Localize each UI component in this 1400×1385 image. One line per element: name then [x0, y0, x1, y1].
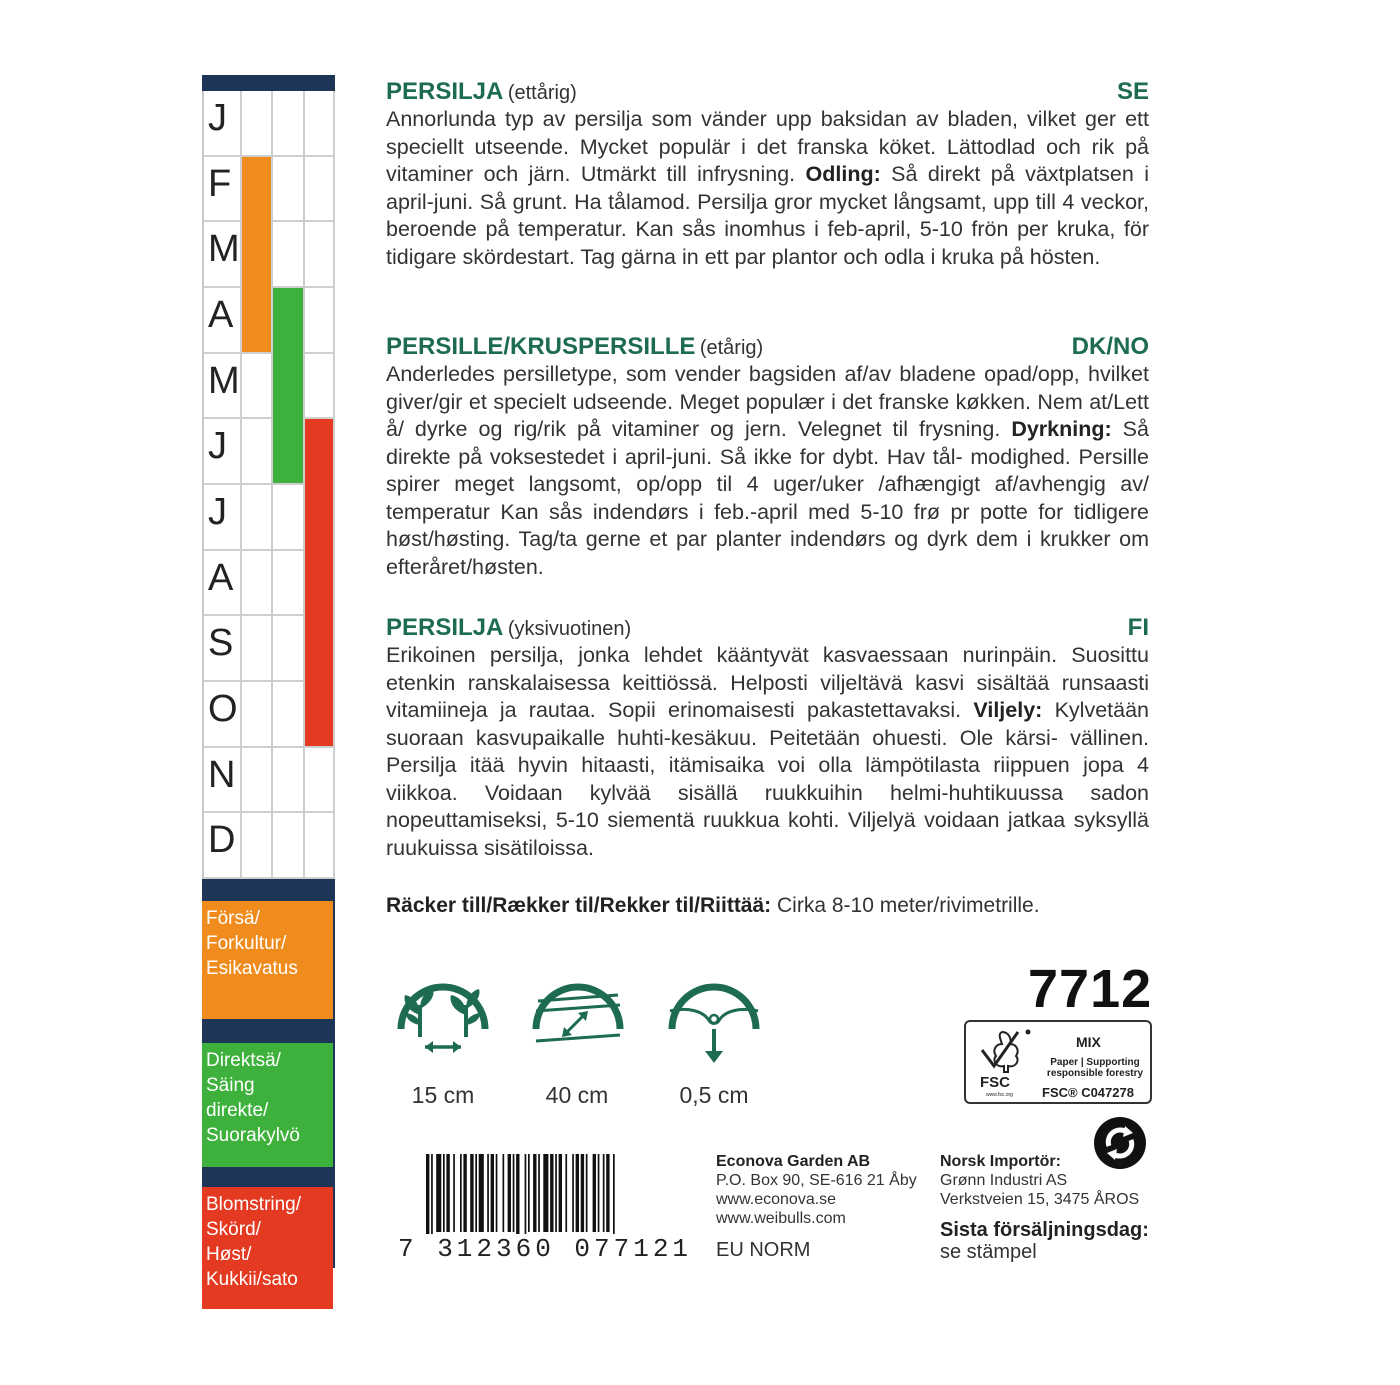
section-header: [386, 78, 1149, 106]
sales-deadline: [940, 1219, 1149, 1263]
calendar-top-bar: [202, 75, 335, 91]
fsc-line: Paper | Supporting: [1050, 1057, 1140, 1068]
barcode-bar: [538, 1154, 540, 1232]
section-header: [386, 333, 1149, 361]
fsc-word: FSC: [980, 1074, 1010, 1091]
section-subtitle: (etårig): [699, 337, 764, 359]
calendar-month-label: S: [208, 622, 234, 665]
sow-direct-bar: [273, 288, 303, 483]
barcode-bar: [613, 1154, 615, 1244]
plant-spacing-label: 15 cm: [411, 1082, 475, 1108]
importer-address: [940, 1152, 1139, 1209]
barcode-bar: [491, 1154, 494, 1232]
body-text: Kylvetään suoraan kasvupaikalle huhti-kesäkuu. Peitetään ohuesti. Ole kärsi- vällinen. Persilja itää hyvin hitaasti, itämisaika voi olla lämpötilasta riippuen jopa 4 viikkoa. Voidaan kylvää sisällä ruukkuihin helmi-huhtikuussa sadon nopeuttamiseksi, 5-10 siementä ruukkua kohti. Viljelyä voidaan jatkaa syksyllä ruukuissa sisätiloissa.: [386, 698, 1149, 860]
section-title: PERSILJA: [386, 614, 504, 641]
calendar-month-row: [204, 354, 335, 420]
sowing-calendar: [202, 75, 335, 1290]
calendar-month-label: O: [208, 688, 238, 730]
legend-text: Försä/: [206, 908, 260, 929]
section-title: PERSILLE/KRUSPERSILLE: [386, 333, 696, 360]
company-street: P.O. Box 90, SE-616 21 Åby: [716, 1172, 917, 1189]
section-subtitle: (yksivuotinen): [507, 618, 632, 640]
section-header: [386, 614, 1149, 642]
calendar-month-row: [204, 748, 335, 814]
barcode-bar: [431, 1154, 433, 1244]
barcode-bar: [426, 1154, 429, 1244]
legend-text: direkte/: [206, 1100, 269, 1121]
importer-name: Grønn Industri AS: [940, 1172, 1068, 1189]
legend-text: Høst/: [206, 1244, 252, 1265]
barcode-bar: [572, 1154, 574, 1232]
barcode-bar: [460, 1154, 462, 1232]
section-text: [386, 361, 1149, 581]
fsc-mix: MIX: [1076, 1034, 1101, 1050]
barcode-bar: [487, 1154, 489, 1232]
body-text: Anderledes persilletype, som vender bagsiden af/av bladene opad/opp, hvilket giver/gir et specielt udseende. Meget populær i det franske køkken. Nem at/Lett å/ dyrke og rig/rik på vitaminer og jern. Velegnet til frysning.: [386, 362, 1149, 441]
barcode-bar: [593, 1154, 596, 1232]
barcode: [424, 1154, 676, 1244]
calendar-month-label: J: [208, 97, 227, 139]
bold-label: Dyrkning:: [1011, 417, 1112, 441]
sales-deadline-label: Sista försäljningsdag:: [940, 1219, 1149, 1241]
legend-text: Direktsä/: [206, 1050, 281, 1071]
barcode-bar: [503, 1154, 505, 1232]
legend-text: Blomstring/: [206, 1194, 302, 1215]
fsc-code: FSC® C047278: [1042, 1085, 1134, 1100]
section-fi: [386, 614, 1149, 862]
company-web: www.weibulls.com: [716, 1210, 846, 1227]
calendar-month-label: D: [208, 819, 236, 862]
calendar-month-row: [204, 813, 335, 879]
plant-spacing-icon: [387, 963, 499, 1075]
barcode-bar: [586, 1154, 588, 1232]
barcode-bar: [446, 1154, 449, 1232]
calendar-legend: [202, 879, 335, 1290]
barcode-bar: [479, 1154, 484, 1232]
barcode-bar: [598, 1154, 600, 1232]
fsc-site: www.fsc.org: [986, 1092, 1013, 1098]
barcode-bar: [513, 1154, 515, 1232]
legend-text: Suorakylvö: [206, 1125, 300, 1146]
section-subtitle: (ettårig): [507, 82, 577, 104]
legend-text: Esikavatus: [206, 958, 298, 979]
calendar-month-label: J: [208, 491, 227, 533]
legend-text: Forkultur/: [206, 933, 287, 954]
barcode-bar: [496, 1154, 498, 1232]
importer-label: Norsk Importör:: [940, 1153, 1061, 1170]
language-code: DK/NO: [1071, 333, 1149, 360]
company-web: www.econova.se: [716, 1191, 837, 1208]
calendar-month-row: [204, 91, 335, 157]
sowing-depth-label: 0,5 cm: [679, 1082, 749, 1108]
barcode-bar: [559, 1154, 562, 1232]
barcode-bar: [436, 1154, 441, 1232]
fsc-line: responsible forestry: [1046, 1068, 1144, 1079]
barcode-bar: [543, 1154, 548, 1232]
row-spacing-icon: [522, 963, 634, 1075]
section-se: [386, 78, 1149, 271]
language-code: FI: [1127, 614, 1149, 641]
calendar-grid: [202, 91, 335, 879]
importer-street: Verkstveien 15, 3475 ÅROS: [940, 1191, 1140, 1208]
barcode-bar: [525, 1154, 527, 1244]
barcode-bar: [508, 1154, 511, 1232]
product-number: 7712: [1028, 959, 1153, 1019]
body-text: Annorlunda typ av persilja som vänder upp baksidan av bladen, vilket ger ett speciellt utseende. Mycket populär i det franska köket. Lättodlad och rik på vitaminer och järn. Utmärkt till infrysning.: [386, 107, 1149, 186]
barcode-bar: [581, 1154, 584, 1232]
barcode-bar: [603, 1154, 605, 1232]
sales-deadline-value: se stämpel: [940, 1241, 1037, 1263]
section-title: PERSILJA: [386, 78, 504, 105]
barcode-bar: [606, 1154, 609, 1232]
coverage-value: Cirka 8-10 meter/rivimetrille.: [777, 894, 1040, 917]
barcode-bar: [533, 1154, 536, 1232]
fsc-logo: [964, 1020, 1152, 1104]
section-text: [386, 106, 1149, 271]
bold-label: Odling:: [805, 162, 881, 186]
coverage-label: Räcker till/Rækker til/Rekker til/Riittää:: [386, 894, 772, 917]
barcode-bar: [443, 1154, 445, 1232]
sow-indoor-bar: [242, 157, 271, 352]
company-name: Econova Garden AB: [716, 1153, 871, 1170]
bold-label: Viljely:: [973, 698, 1043, 722]
barcode-bar: [576, 1154, 579, 1232]
barcode-bar: [555, 1154, 557, 1232]
calendar-month-label: J: [208, 425, 227, 468]
sowing-depth-icon: [658, 963, 770, 1075]
barcode-bar: [475, 1154, 477, 1232]
legend-sow-direct: [202, 1043, 333, 1167]
legend-text: Säing: [206, 1075, 255, 1096]
coverage-info: [386, 894, 1040, 918]
barcode-bar: [528, 1154, 530, 1232]
legend-harvest: [202, 1187, 333, 1309]
calendar-month-label: A: [208, 556, 234, 599]
harvest-bar: [305, 419, 333, 745]
barcode-bar: [463, 1154, 466, 1232]
barcode-number: 7 312360 077121: [398, 1234, 693, 1264]
barcode-bar: [453, 1154, 455, 1232]
row-spacing-label: 40 cm: [545, 1082, 609, 1108]
section-dk-no: [386, 333, 1149, 581]
legend-text: Skörd/: [206, 1219, 261, 1240]
body-text: Erikoinen persilja, jonka lehdet kääntyvät kasvaessaan nurinpäin. Suosittu etenkin ranskalaisessa keittiössä. Helposti viljeltävä kasvi sisältää runsaasti vitamiineja ja rautaa. Sopii erinomaisesti pakastettavaksi.: [386, 643, 1149, 722]
calendar-month-label: M: [208, 228, 240, 271]
eu-norm: EU NORM: [716, 1239, 811, 1261]
company-address: [716, 1152, 917, 1228]
barcode-bar: [565, 1154, 567, 1232]
calendar-month-label: M: [208, 359, 240, 402]
calendar-month-label: F: [208, 162, 232, 205]
section-text: [386, 642, 1149, 862]
body-text: Så direkte på voksestedet i april-juni. Så ikke for dybt. Hav tål- modighed. Persille spirer meget langsomt, op/opp til 4 uger/uker /afhængigt af/avhengig av/ temperatur Kan sås indendørs i feb.-april med 5-10 frø pr potte for tidligere høst/høsting. Tag/ta gerne et par planter indendørs og dyrk dem i krukker om efteråret/høsten.: [386, 417, 1149, 579]
barcode-bar: [550, 1154, 553, 1232]
body-text: Så direkt på växtplatsen i april-juni. Så grunt. Ha tålamod. Persilja gror mycket långsamt, upp till 4 veckor, beroende på temperatur. Kan sås inomhus i feb-april, 5-10 frön per kruka, för tidigare skördestart. Tag gärna in ett par plantor och odla i kruka på hösten.: [386, 162, 1149, 269]
barcode-bar: [470, 1154, 473, 1232]
barcode-bar: [516, 1154, 519, 1244]
legend-text: Kukkii/sato: [206, 1269, 298, 1290]
language-code: SE: [1116, 78, 1149, 105]
calendar-month-label: N: [208, 753, 236, 796]
legend-sow-indoor: [202, 901, 333, 1019]
calendar-month-label: A: [208, 294, 234, 336]
